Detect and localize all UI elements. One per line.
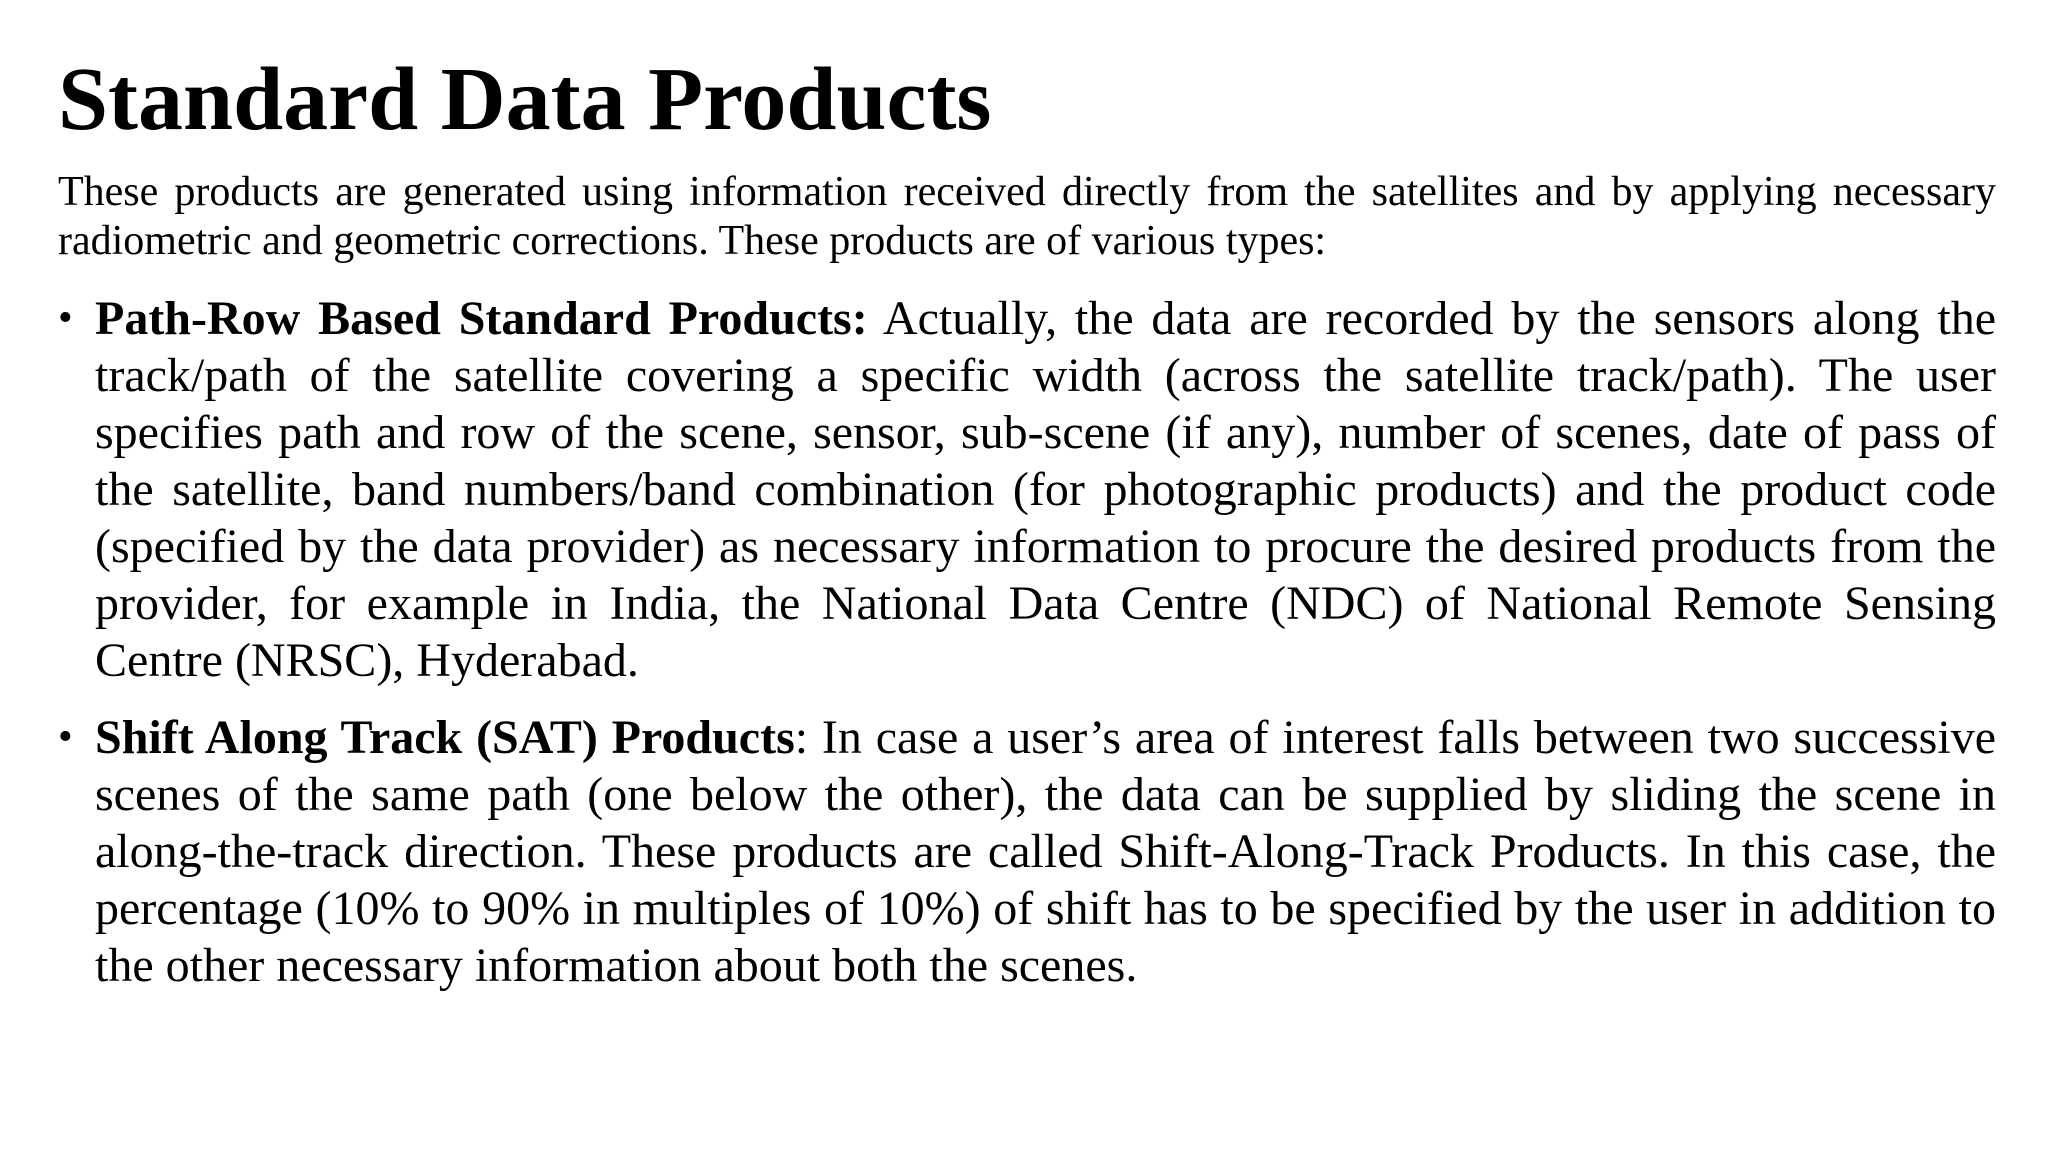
bullet-text: : In case a user’s area of interest falls between two successive scenes of the same path (one below the other), the data can be supplied by sliding the scene in along-the-track direction. These products are called Shift-Along-Track Products. In this case, the percentage (10% to 90% in multiples of 10%) of shift has to be specified by the user in addition to the other necessary information about both the scenes. (95, 711, 1997, 992)
bullet-heading: Shift Along Track (SAT) Products (95, 711, 795, 764)
bullet-heading: Path-Row Based Standard Products: (95, 292, 868, 345)
bullet-icon: • (58, 295, 73, 341)
bullet-icon: • (58, 714, 73, 760)
bullet-text: Actually, the data are recorded by the sensors along the track/path of the satellite covering a specific width (across the satellite track/path). The user specifies path and row of the scene, sensor, sub-scene (if any), number of scenes, date of pass of the satellite, band numbers/band combination (for photographic products) and the product code (specified by the data provider) as necessary information to procure the desired products from the provider, for example in India, the National Data Centre (NDC) of National Remote Sensing Centre (NRSC), Hyderabad. (95, 292, 1996, 687)
bullet-item-path-row (58, 290, 1996, 689)
bullet-list (58, 290, 1996, 994)
intro-paragraph: These products are generated using information received directly from the satellites and by applying necessary radiometric and geometric corrections. These products are of various types: (58, 169, 1996, 264)
slide (58, 48, 1996, 1128)
bullet-item-shift-along-track (58, 709, 1996, 994)
page-title: Standard Data Products (58, 50, 992, 149)
